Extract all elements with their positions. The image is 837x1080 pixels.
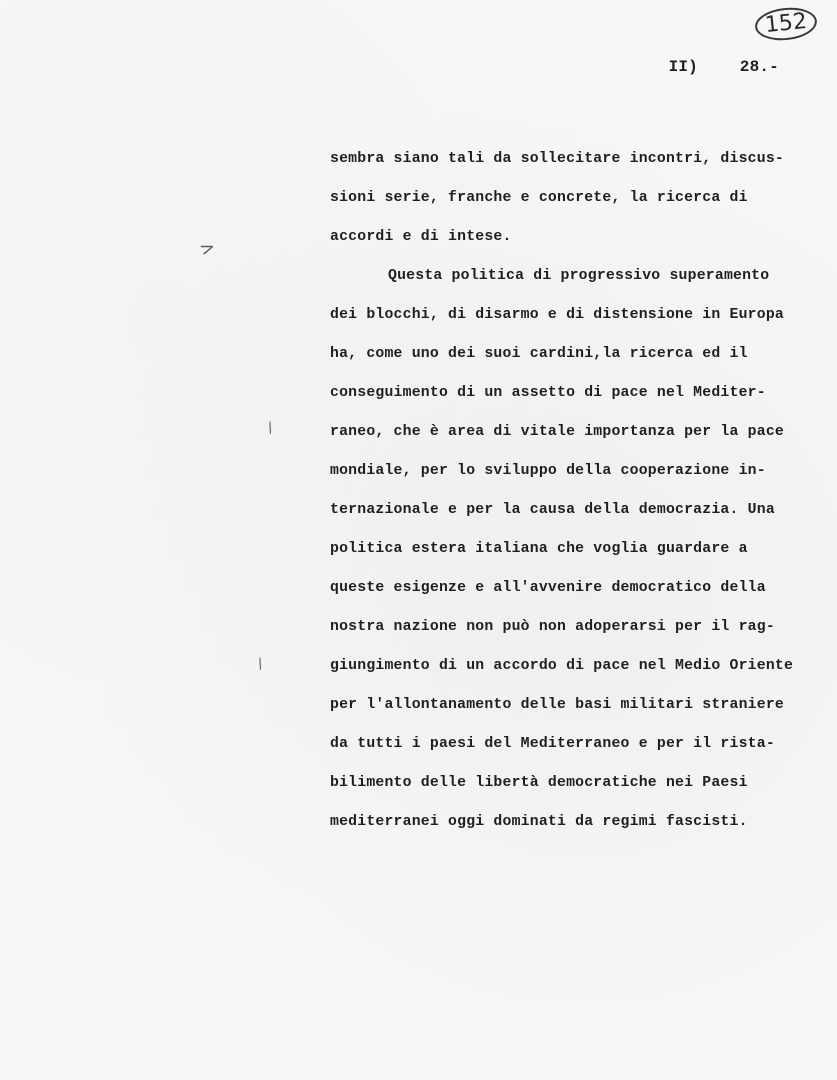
text-line: queste esigenze e all'avvenire democratico della	[330, 580, 766, 596]
text-line: mediterranei oggi dominati da regimi fascisti.	[330, 814, 748, 830]
text-line: bilimento delle libertà democratiche nei Paesi	[330, 775, 748, 791]
margin-mark: /	[265, 419, 276, 437]
page-number: 28.-	[739, 58, 779, 76]
margin-mark: /	[255, 655, 266, 673]
body-text	[330, 140, 830, 842]
text-line: conseguimento di un assetto di pace nel Mediter-	[330, 385, 766, 401]
text-line: per l'allontanamento delle basi militari straniere	[330, 697, 784, 713]
text-line: politica estera italiana che voglia guardare a	[330, 541, 748, 557]
text-line: ternazionale e per la causa della democrazia. Una	[330, 502, 775, 518]
text-line: accordi e di intese.	[330, 229, 512, 245]
text-line: nostra nazione non può non adoperarsi per il rag-	[330, 619, 775, 635]
margin-mark: >	[196, 236, 219, 261]
text-line: Questa politica di progressivo superamento	[388, 268, 770, 284]
page-header	[669, 58, 779, 76]
text-line: giungimento di un accordo di pace nel Medio Oriente	[330, 658, 794, 674]
folio-number: 152	[753, 5, 818, 43]
text-line: sioni serie, franche e concrete, la ricerca di	[330, 190, 748, 206]
section-number: II)	[668, 58, 698, 76]
text-line: dei blocchi, di disarmo e di distensione in Europa	[330, 307, 784, 323]
text-line: da tutti i paesi del Mediterraneo e per il rista-	[330, 736, 775, 752]
text-line: mondiale, per lo sviluppo della cooperazione in-	[330, 463, 766, 479]
text-line: raneo, che è area di vitale importanza per la pace	[330, 424, 784, 440]
text-line: ha, come uno dei suoi cardini,la ricerca ed il	[330, 346, 748, 362]
text-line: sembra siano tali da sollecitare incontri, discus-	[330, 151, 784, 167]
